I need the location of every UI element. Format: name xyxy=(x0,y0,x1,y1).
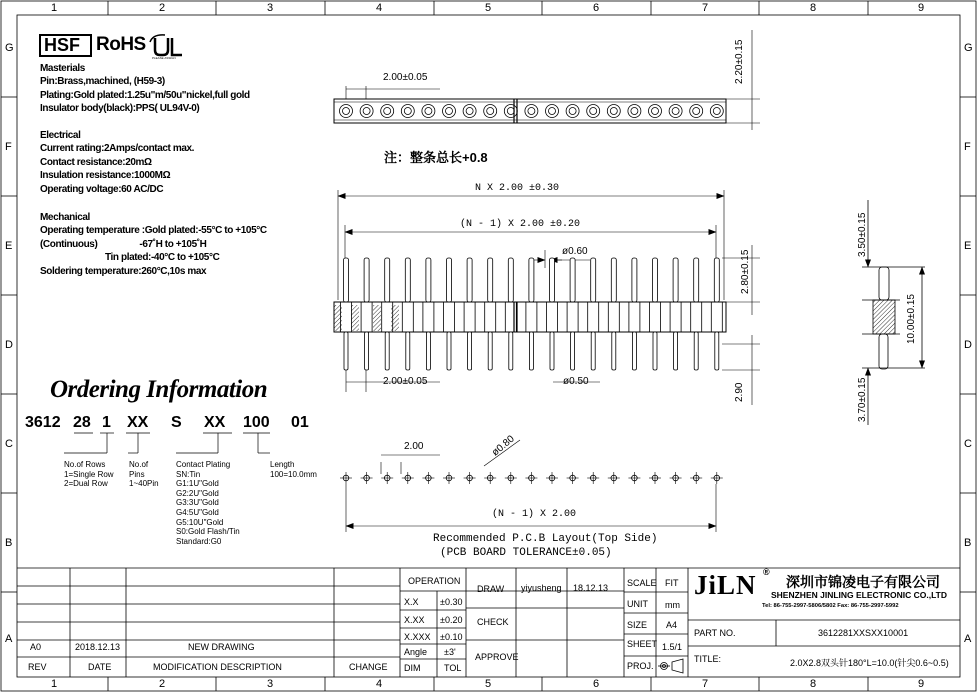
order-code-pins: XX xyxy=(127,414,149,431)
check-label: CHECK xyxy=(477,617,509,627)
electrical-title: Electrical xyxy=(40,130,81,141)
dim-pin-top-dia: ø0.60 xyxy=(562,246,588,257)
pin-lower xyxy=(406,332,410,370)
mechanical-line: Soldering temperature:260°C,10s max xyxy=(40,265,207,277)
top-hole-inner xyxy=(610,108,617,115)
top-hole-inner xyxy=(590,108,597,115)
proj-label: PROJ. xyxy=(627,661,654,671)
header-change: CHANGE xyxy=(349,662,388,672)
pin-lower xyxy=(468,332,472,370)
pin-body xyxy=(608,302,619,332)
desc-line: SN:Tin xyxy=(176,469,201,479)
top-hole-outer xyxy=(669,105,682,118)
row-label: B xyxy=(964,537,972,549)
pin-lower xyxy=(529,332,533,370)
order-code-length: 100 xyxy=(243,414,270,431)
pin-body xyxy=(361,302,372,332)
pin-lower xyxy=(674,332,678,370)
pin-lower xyxy=(653,332,657,370)
pin-body xyxy=(588,302,599,332)
rev-date: 2018.12.13 xyxy=(75,642,121,652)
top-view-strip xyxy=(334,99,726,123)
col-label: 6 xyxy=(593,678,600,690)
row-label: F xyxy=(964,141,971,153)
pin-upper xyxy=(694,258,699,302)
pin-lower xyxy=(509,332,513,370)
top-hole-inner xyxy=(528,108,535,115)
dim-side-bottom: 2.90 xyxy=(734,382,745,402)
col-label: 5 xyxy=(485,2,492,14)
header-rev: REV xyxy=(28,662,47,672)
order-code-suffix: 01 xyxy=(291,414,309,431)
order-code-rows: 1 xyxy=(102,414,111,431)
pin-lower xyxy=(591,332,595,370)
tol-value: ±0.30 xyxy=(440,597,463,607)
title-value: 2.0X2.8双头针180°L=10.0(针尖0.6~0.5) xyxy=(790,658,949,668)
ul-logo-icon xyxy=(150,35,182,55)
top-hole-outer xyxy=(422,105,435,118)
dim-overall: N X 2.00 ±0.30 xyxy=(475,183,560,194)
pin-body xyxy=(547,302,558,332)
pin-upper xyxy=(426,258,431,302)
mechanical-line-a: (Continuous) xyxy=(40,238,98,250)
desc-line: G4:5U"Gold xyxy=(176,507,219,517)
col-label: 8 xyxy=(810,678,817,690)
rows-description xyxy=(64,460,114,489)
mechanical-line: Operating temperature :Gold plated:-55°C to +105°C xyxy=(40,225,267,237)
row-label: C xyxy=(964,438,972,450)
pin-upper xyxy=(653,258,658,302)
tol-label: TOL xyxy=(444,663,462,673)
col-label: 7 xyxy=(702,2,709,14)
ul-logo-caption: PLEASE ASSIGN xyxy=(152,56,176,60)
mechanical-line: Tin plated:-40°C to +105°C xyxy=(105,252,220,264)
mechanical-line xyxy=(40,238,310,251)
row-label: D xyxy=(964,339,972,351)
pin-upper xyxy=(364,258,369,302)
dim-top-pitch: 2.00±0.05 xyxy=(383,72,428,83)
desc-line: No.of Rows xyxy=(64,460,106,469)
pins-description xyxy=(129,460,159,489)
pin-lower xyxy=(550,332,554,370)
pin-body xyxy=(711,302,722,332)
row-label: G xyxy=(5,42,14,54)
desc-line: Contact Plating xyxy=(176,460,231,469)
section-hatch xyxy=(334,305,399,331)
desc-line: 1~40Pin xyxy=(129,479,159,489)
col-label: 1 xyxy=(51,2,58,14)
pin-body xyxy=(526,302,537,332)
row-label: E xyxy=(5,240,13,252)
pin-upper xyxy=(570,258,575,302)
tol-dim: X.XXX xyxy=(404,632,431,642)
top-hole-outer xyxy=(587,105,600,118)
pin-upper xyxy=(632,258,637,302)
col-label: 9 xyxy=(918,678,925,690)
dim-pcb-pitch: 2.00 xyxy=(404,441,424,452)
top-hole-outer xyxy=(504,105,517,118)
desc-line: G2:2U"Gold xyxy=(176,488,219,498)
row-label: A xyxy=(5,633,13,645)
pin-lower xyxy=(426,332,430,370)
top-hole-outer xyxy=(401,105,414,118)
col-label: 1 xyxy=(51,678,58,690)
rev-description: NEW DRAWING xyxy=(188,642,255,652)
desc-line: Pins xyxy=(129,469,145,479)
draw-date: 18.12.13 xyxy=(573,583,609,593)
company-tel: Tel: 86-755-2997-5806/5802 Fax: 86-755-2997-5992 xyxy=(762,603,899,609)
top-hole-outer xyxy=(690,105,703,118)
desc-line: G1:1U"Gold xyxy=(176,479,219,489)
desc-line: Standard:G0 xyxy=(176,536,222,546)
company-name-en: SHENZHEN JINLING ELECTRONIC CO.,LTD xyxy=(771,590,947,600)
top-hole-inner xyxy=(631,108,638,115)
top-view-holes xyxy=(340,105,724,118)
electrical-line: Current rating:2Amps/contact max. xyxy=(40,143,195,155)
materials-line: Pin:Brass,machined, (H59-3) xyxy=(40,76,165,88)
tol-dim: X.XX xyxy=(404,615,425,625)
pin-lower xyxy=(385,332,389,370)
top-hole-inner xyxy=(652,108,659,115)
pin-lower xyxy=(632,332,636,370)
order-code-series: 3612 xyxy=(25,414,61,431)
pin-lower xyxy=(694,332,698,370)
header-date: DATE xyxy=(88,662,112,672)
desc-line: 1=Single Row xyxy=(64,469,114,479)
unit-label: UNIT xyxy=(627,599,648,609)
pin-body xyxy=(341,302,352,332)
top-hole-inner xyxy=(363,108,370,115)
pin-body xyxy=(691,302,702,332)
pin-upper xyxy=(611,258,616,302)
row-label: D xyxy=(5,339,13,351)
top-hole-outer xyxy=(360,105,373,118)
col-label: 9 xyxy=(918,2,925,14)
top-hole-outer xyxy=(443,105,456,118)
pin-upper xyxy=(529,258,534,302)
dim-inner: (N - 1) X 2.00 ±0.20 xyxy=(460,219,581,230)
pin-body xyxy=(505,302,516,332)
length-note: 注：整条总长+0.8 xyxy=(384,150,488,165)
row-label: B xyxy=(5,537,13,549)
desc-line: S0:Gold Flash/Tin xyxy=(176,527,240,537)
row-label: E xyxy=(964,240,972,252)
top-hole-inner xyxy=(672,108,679,115)
col-label: 4 xyxy=(376,678,383,690)
order-code-type: S xyxy=(171,414,182,431)
top-hole-outer xyxy=(525,105,538,118)
pcb-layout-holes xyxy=(340,472,723,484)
top-hole-outer xyxy=(546,105,559,118)
col-label: 4 xyxy=(376,2,383,14)
top-hole-outer xyxy=(710,105,723,118)
pin-body xyxy=(444,302,455,332)
materials-title: Masterials xyxy=(40,63,85,74)
pin-body xyxy=(567,302,578,332)
pin-upper xyxy=(673,258,678,302)
company-logo: JiLN xyxy=(694,570,757,600)
top-hole-inner xyxy=(507,108,514,115)
pin-lower xyxy=(344,332,348,370)
dim-pcb-span: (N - 1) X 2.00 xyxy=(492,509,577,520)
top-hole-inner xyxy=(466,108,473,115)
pin-upper xyxy=(488,258,493,302)
dim-top-height: 2.20±0.15 xyxy=(734,39,745,84)
materials-section xyxy=(40,62,250,116)
pcb-caption-tolerance: (PCB BOARD TOLERANCE±0.05) xyxy=(440,547,612,559)
unit-value: mm xyxy=(665,600,680,610)
row-label: F xyxy=(5,141,12,153)
pin-upper xyxy=(591,258,596,302)
pin-upper xyxy=(405,258,410,302)
desc-line: No.of xyxy=(129,460,149,469)
draw-label: DRAW xyxy=(477,584,505,594)
projection-symbol-icon xyxy=(658,659,683,673)
pin-upper xyxy=(508,258,513,302)
desc-line: 2=Dual Row xyxy=(64,479,108,489)
dim-pin-bot-len: 3.70±0.15 xyxy=(857,377,868,422)
approve-label: APPROVE xyxy=(475,652,519,662)
registered-mark: ® xyxy=(763,567,770,577)
pin-upper xyxy=(550,258,555,302)
col-label: 6 xyxy=(593,2,600,14)
dim-pin-top-len: 3.50±0.15 xyxy=(857,212,868,257)
mechanical-title: Mechanical xyxy=(40,212,90,223)
desc-line: G5:10U"Gold xyxy=(176,517,224,527)
col-label: 8 xyxy=(810,2,817,14)
electrical-line: Insulation resistance:1000MΩ xyxy=(40,170,171,182)
materials-line: Plating:Gold plated:1.25u"m/50u"nickel,full gold xyxy=(40,89,250,101)
pcb-caption: Recommended P.C.B Layout(Top Side) xyxy=(433,533,658,545)
scale-value: FIT xyxy=(665,578,679,588)
electrical-line: Contact resistance:20mΩ xyxy=(40,156,152,168)
desc-line: G3:3U"Gold xyxy=(176,498,219,508)
electrical-line: Operating voltage:60 AC/DC xyxy=(40,183,164,195)
top-hole-inner xyxy=(549,108,556,115)
electrical-section xyxy=(40,129,194,196)
top-hole-outer xyxy=(381,105,394,118)
top-hole-outer xyxy=(607,105,620,118)
ordering-title: Ordering Information xyxy=(50,376,268,403)
header-description: MODIFICATION DESCRIPTION xyxy=(153,662,282,672)
tol-value: ±3' xyxy=(444,647,456,657)
pin-body xyxy=(670,302,681,332)
pin-body xyxy=(423,302,434,332)
top-hole-inner xyxy=(693,108,700,115)
pin-lower xyxy=(447,332,451,370)
top-hole-outer xyxy=(628,105,641,118)
col-label: 2 xyxy=(159,678,166,690)
hsf-logo: HSF xyxy=(44,35,80,55)
top-hole-outer xyxy=(649,105,662,118)
col-label: 2 xyxy=(159,2,166,14)
top-hole-inner xyxy=(487,108,494,115)
part-no-label: PART NO. xyxy=(694,628,736,638)
pin-upper xyxy=(344,258,349,302)
rohs-logo: RoHS xyxy=(96,34,146,55)
desc-line: Length xyxy=(270,460,295,469)
desc-line: 100=10.0mm xyxy=(270,469,317,479)
tol-dim: Angle xyxy=(404,647,428,657)
top-hole-inner xyxy=(569,108,576,115)
pin-lower xyxy=(365,332,369,370)
pin-lower xyxy=(715,332,719,370)
mechanical-line-b: -67˚H to +105˚H xyxy=(139,238,207,250)
rev-value: A0 xyxy=(30,642,42,652)
part-no-value: 3612281XXSXX10001 xyxy=(818,628,909,638)
top-hole-inner xyxy=(425,108,432,115)
scale-label: SCALE xyxy=(627,578,657,588)
materials-line: Insulator body(black):PPS( UL94V-0) xyxy=(40,103,200,115)
sheet-label: SHEET xyxy=(627,639,658,649)
top-hole-outer xyxy=(463,105,476,118)
dim-side-top: 2.80±0.15 xyxy=(740,249,751,294)
row-label: A xyxy=(964,633,972,645)
order-code-plating: XX xyxy=(204,414,226,431)
title-label: TITLE: xyxy=(694,654,722,664)
pin-lower xyxy=(612,332,616,370)
plating-description xyxy=(176,460,240,546)
col-label: 3 xyxy=(267,678,274,690)
mechanical-section xyxy=(40,211,310,278)
size-label: SIZE xyxy=(627,620,648,630)
operation-label: OPERATION xyxy=(408,576,461,586)
tol-value: ±0.20 xyxy=(440,615,463,625)
pin-body xyxy=(485,302,496,332)
pin-body xyxy=(402,302,413,332)
pin-body xyxy=(464,302,475,332)
tol-value: ±0.10 xyxy=(440,632,463,642)
pin-upper xyxy=(385,258,390,302)
pin-upper xyxy=(447,258,452,302)
row-label: C xyxy=(5,438,13,450)
dim-label: DIM xyxy=(404,663,421,673)
tol-dim: X.X xyxy=(404,597,419,607)
pin-upper xyxy=(467,258,472,302)
company-name-cn: 深圳市锦凌电子有限公司 xyxy=(786,574,940,590)
top-hole-outer xyxy=(340,105,353,118)
top-hole-outer xyxy=(484,105,497,118)
top-hole-inner xyxy=(384,108,391,115)
top-hole-inner xyxy=(343,108,350,115)
pin-body xyxy=(650,302,661,332)
dim-pin-bot-dia: ø0.50 xyxy=(563,376,589,387)
top-hole-inner xyxy=(404,108,411,115)
ordering-leaders xyxy=(64,433,270,453)
pin-upper xyxy=(714,258,719,302)
col-label: 5 xyxy=(485,678,492,690)
dim-pcb-hole: ø0.80 xyxy=(490,433,517,459)
pin-lower xyxy=(488,332,492,370)
row-label: G xyxy=(964,42,973,54)
sheet-value: 1.5/1 xyxy=(662,642,683,652)
top-hole-inner xyxy=(446,108,453,115)
dim-bottom-pitch: 2.00±0.05 xyxy=(383,376,428,387)
dim-pin-total-len: 10.00±0.15 xyxy=(906,294,917,344)
col-label: 3 xyxy=(267,2,274,14)
top-hole-outer xyxy=(566,105,579,118)
col-label: 7 xyxy=(702,678,709,690)
top-hole-inner xyxy=(713,108,720,115)
length-description xyxy=(270,460,317,479)
drawer-name: yiyusheng xyxy=(521,583,562,593)
pin-body xyxy=(629,302,640,332)
pin-lower xyxy=(571,332,575,370)
order-code-part: 28 xyxy=(73,414,91,431)
size-value: A4 xyxy=(666,620,678,630)
